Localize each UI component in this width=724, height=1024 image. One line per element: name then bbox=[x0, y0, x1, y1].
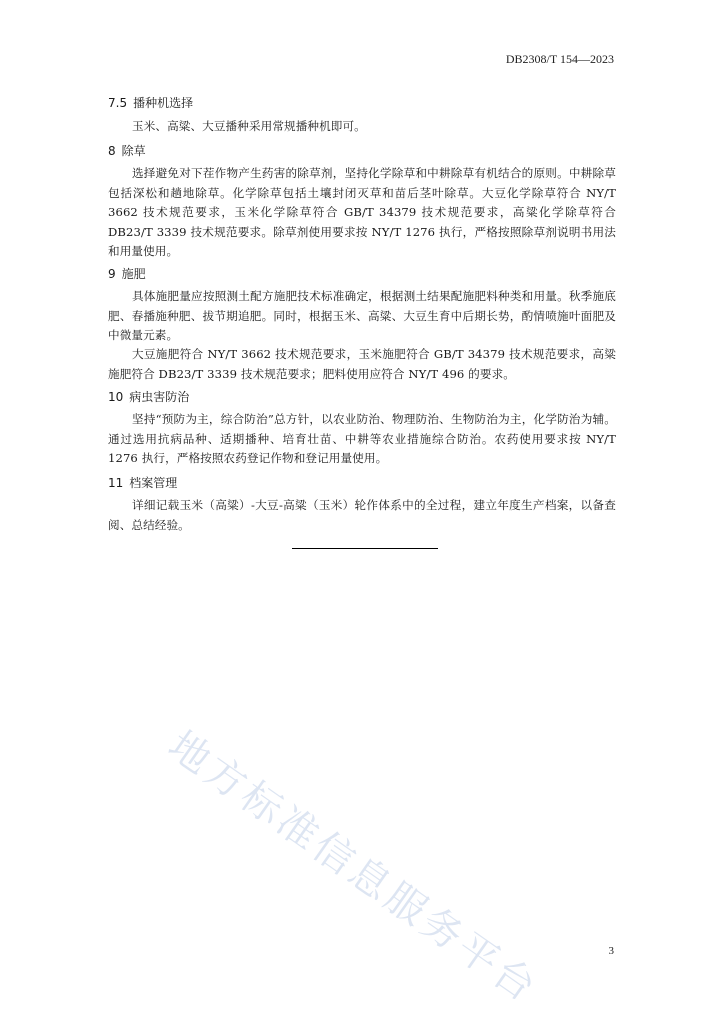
section-heading-9 bbox=[108, 265, 616, 283]
page-number: 3 bbox=[608, 945, 614, 957]
paragraph: 玉米、高粱、大豆播种采用常规播种机即可。 bbox=[132, 119, 366, 133]
section-number: 8 bbox=[108, 144, 116, 158]
section-number: 10 bbox=[108, 390, 124, 404]
section-number: 11 bbox=[108, 476, 124, 490]
doc-code-header: DB2308/T 154—2023 bbox=[505, 52, 614, 66]
section-heading-8 bbox=[108, 142, 616, 160]
paragraph: 坚持“预防为主，综合防治”总方针，以农业防治、物理防治、生物防治为主，化学防治为辅。通过选用抗病品种、适期播种、培育壮苗、中耕等农业措施综合防治。农药使用要求按 NY/T 1276 执行，严格按照农药登记作物和登记用量使用。 bbox=[108, 412, 616, 465]
paragraph: 详细记载玉米（高粱）-大豆-高粱（玉米）轮作体系中的全过程，建立年度生产档案，以备查阅、总结经验。 bbox=[108, 498, 616, 532]
paragraph: 大豆施肥符合 NY/T 3662 技术规范要求，玉米施肥符合 GB/T 34379 技术规范要求，高粱施肥符合 DB23/T 3339 技术规范要求；肥料使用应符合 NY/T 496 的要求。 bbox=[108, 347, 616, 381]
section-title: 档案管理 bbox=[129, 476, 178, 490]
section-title: 除草 bbox=[121, 144, 146, 158]
section-title: 施肥 bbox=[121, 267, 146, 281]
watermark-text: 地方标准信息服务平台 bbox=[159, 722, 547, 1013]
paragraph: 选择避免对下茬作物产生药害的除草剂，坚持化学除草和中耕除草有机结合的原则。中耕除草包括深松和趟地除草。化学除草包括土壤封闭灭草和苗后茎叶除草。大豆化学除草符合 NY/T 3662 技术规范要求，玉米化学除草符合 GB/T 34379 技术规范要求，高粱化学除草符合 DB23/T 3339 技术规范要求。除草剂使用要求按 NY/T 1276 执行，严格按照除草剂说明书用法和用量使用。 bbox=[108, 166, 616, 258]
end-rule bbox=[292, 548, 438, 549]
section-heading-10 bbox=[108, 388, 616, 406]
section-heading-7-5 bbox=[108, 94, 616, 112]
paragraph: 具体施肥量应按照测土配方施肥技术标准确定，根据测土结果配施肥料种类和用量。秋季施底肥、春播施种肥、拔节期追肥。同时，根据玉米、高粱、大豆生育中后期长势，酌情喷施叶面肥及中微量元素。 bbox=[108, 289, 616, 342]
section-heading-11 bbox=[108, 474, 616, 492]
section-number: 7.5 bbox=[108, 96, 128, 110]
section-title: 病虫害防治 bbox=[129, 390, 190, 404]
section-title: 播种机选择 bbox=[133, 96, 194, 110]
section-number: 9 bbox=[108, 267, 116, 281]
